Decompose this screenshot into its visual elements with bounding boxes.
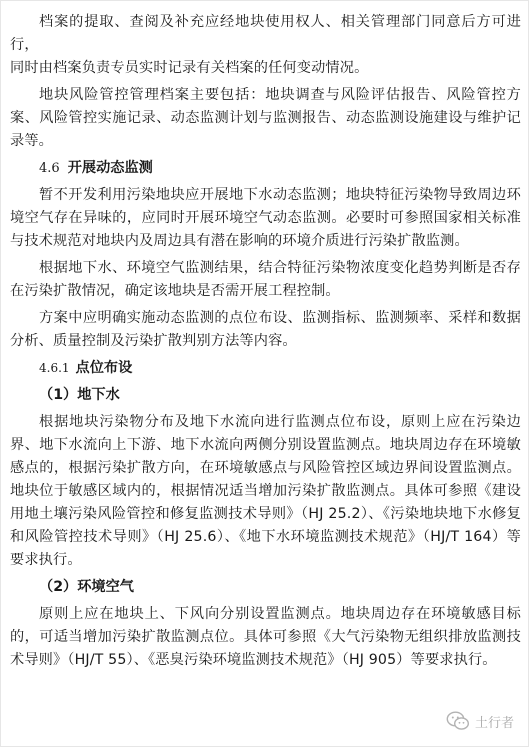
document-body [10, 11, 521, 672]
paragraph-ambient-air: 原则上应在地块上、下风向分别设置监测点。地块周边存在环境敏感目标的，可适当增加污染扩散监测点位。具体可参照《大气污染物无组织排放监测技术导则》（HJ/T 55）、《恶臭污染环境监测技术规范》（HJ 905）等要求执行。 [10, 606, 521, 668]
paragraph-plan-content: 方案中应明确实施动态监测的点位布设、监测指标、监测频率、采样和数据分析、质量控制及污染扩散判别方法等内容。 [10, 310, 521, 349]
section-heading-4-6 [10, 157, 521, 180]
watermark-text: 土行者 [474, 715, 514, 731]
section-title: 点位布设 [75, 360, 133, 376]
subheading-ambient-air: （2）环境空气 [39, 579, 134, 595]
paragraph-monitoring-results: 根据地下水、环境空气监测结果，结合特征污染物浓度变化趋势判断是否存在污染扩散情况，确定该地块是否需开展工程控制。 [10, 260, 521, 299]
paragraph-line: 同时由档案负责专员实时记录有关档案的任何变动情况。 [10, 60, 369, 76]
paragraph-groundwater: 根据地块污染物分布及地下水流向进行监测点位布设，原则上应在污染边界、地下水流向上下游、地下水流向两侧分别设置监测点。地块周边存在环境敏感点的，根据污染扩散方向，在环境敏感点与风险管控区域边界间设置监测点。地块位于敏感区域内的，根据情况适当增加污染扩散监测点。具体可参照《建设用地土壤污染风险管控和修复监测技术导则》（HJ 25.2）、《污染地块地下水修复和风险管控技术导则》（HJ 25.6）、《地下水环境监测技术规范》（HJ/T 164）等要求执行。 [10, 414, 521, 568]
subheading-groundwater: （1）地下水 [39, 387, 120, 403]
paragraph-archive-access [10, 11, 521, 80]
paragraph-dynamic-monitoring: 暂不开发利用污染地块应开展地下水动态监测；地块特征污染物导致周边环境空气存在异味的，应同时开展环境空气动态监测。必要时可参照国家相关标准与技术规范对地块内及周边具有潜在影响的环境介质进行污染扩散监测。 [10, 187, 521, 249]
section-title: 开展动态监测 [67, 160, 153, 176]
watermark [445, 708, 514, 734]
section-number: 4.6.1 [39, 361, 70, 375]
paragraph-archive-contents: 地块风险管控管理档案主要包括：地块调查与风险评估报告、风险管控方案、风险管控实施记录、动态监测计划与监测报告、动态监测设施建设与维护记录等。 [10, 87, 521, 149]
section-number: 4.6 [39, 161, 60, 176]
section-heading-4-6-1 [10, 357, 521, 380]
wechat-icon [445, 708, 471, 734]
paragraph-line: 档案的提取、查阅及补充应经地块使用权人、相关管理部门同意后方可进行， [10, 14, 521, 53]
